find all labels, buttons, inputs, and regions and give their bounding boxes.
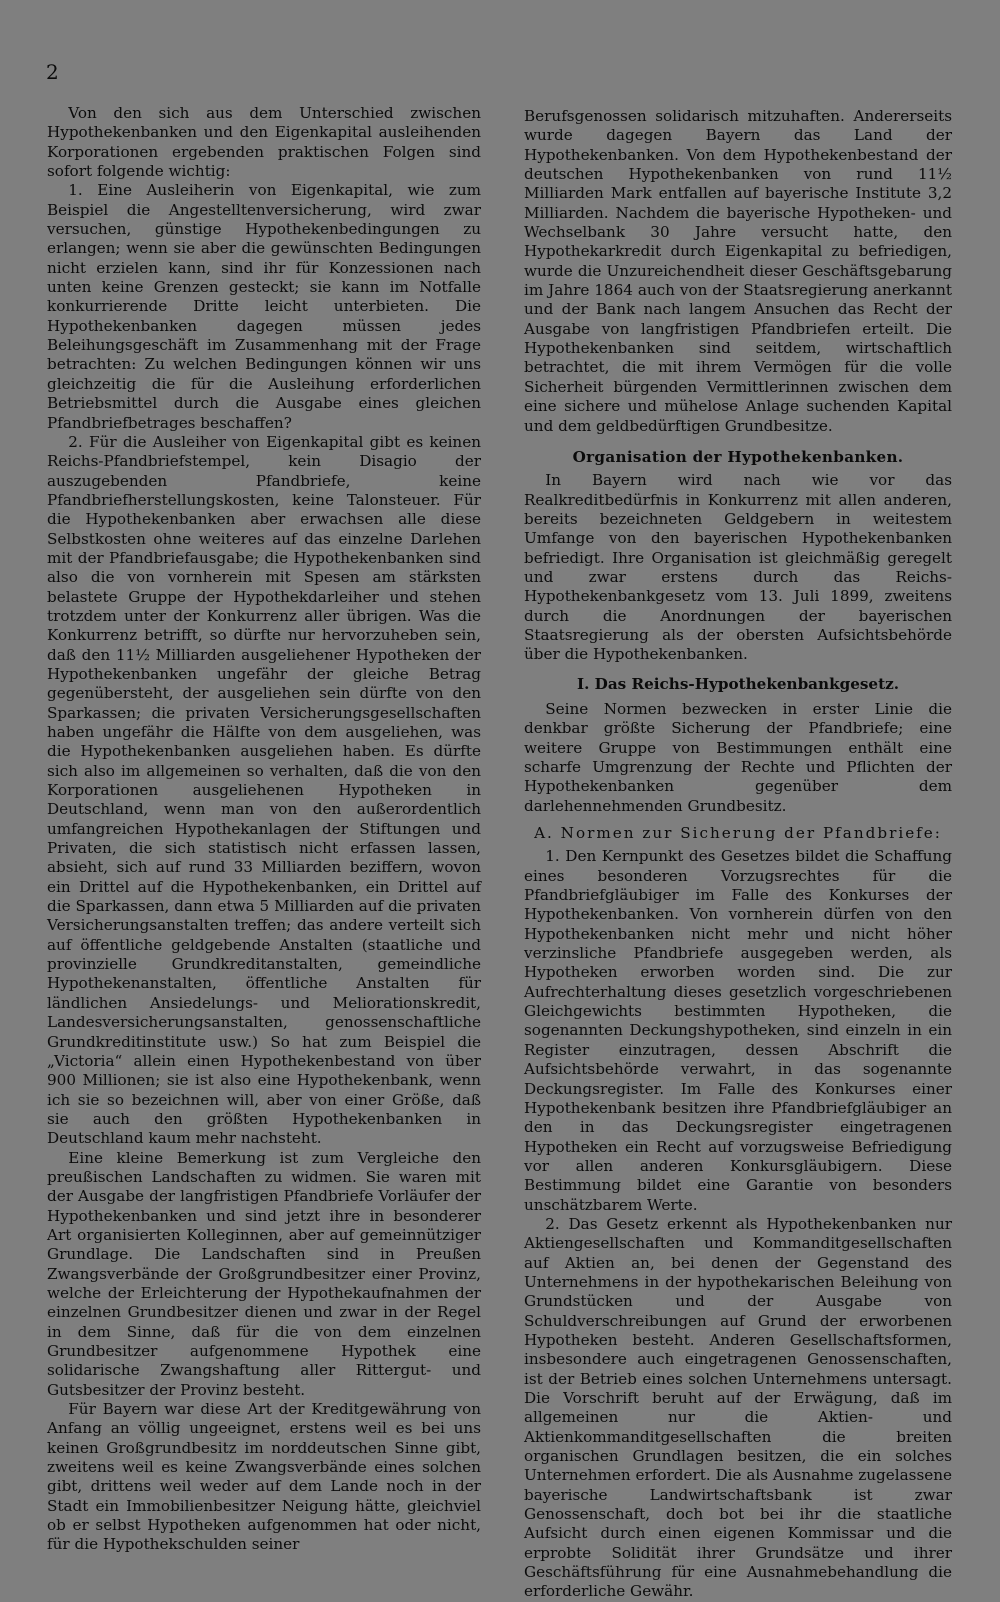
paragraph: 2. Das Gesetz erkennt als Hypothekenbanken nur Aktiengesellschaften und Kommanditgesellschaften auf Aktien an, bei denen der Gegenstand des Unternehmens in der hypothekarischen Beleihung von Grundstücken und der Ausgabe von Schuldverschreibungen auf Grund der erworbenen Hypotheken besteht. Anderen Gesellschaftsformen, insbesondere auch eingetragenen Genossenschaften, ist der Betrieb eines solchen Unternehmens untersagt. Die Vorschrift beruht auf der Erwägung, daß im allgemeinen nur die Aktien- und Aktienkommanditgesellschaften die breiten organischen Grundlagen besitzen, die ein solches Unternehmen erfordert. Die als Ausnahme zugelassene bayerische Landwirtschaftsbank ist zwar Genossenschaft, doch bot bei ihr die staatliche Aufsicht durch einen eigenen Kommissar und die erprobte Solidität ihrer Grundsätze und ihrer Geschäftsführung für eine Ausnahmebehandlung die erforderliche Gewähr. (524, 1214, 952, 1601)
paragraph: Von den sich aus dem Unterschied zwischen Hypothekenbanken und den Eigenkapital ausleihenden Korporationen ergebenden praktischen Folgen sind sofort folgende wichtig: (47, 104, 481, 181)
paragraph: Eine kleine Bemerkung ist zum Vergleiche den preußischen Landschaften zu widmen. Sie waren mit der Ausgabe der langfristigen Pfandbriefe Vorläufer der Hypothekenbanken und sind jetzt ihre in besonderer Art organisierten Kolleginnen, aber auf gemeinnütziger Grundlage. Die Landschaften sind in Preußen Zwangsverbände der Großgrundbesitzer einer Provinz, welche der Erleichterung der Hypothekaufnahmen der einzelnen Grundbesitzer dienen und zwar in der Regel in dem Sinne, daß für die von dem einzelnen Grundbesitzer aufgenommene Hypothek eine solidarische Zwangshaftung aller Rittergut- und Gutsbesitzer der Provinz besteht. (47, 1148, 481, 1399)
page-number: 2 (46, 60, 59, 84)
section-heading: Organisation der Hypothekenbanken. (572, 447, 904, 466)
paragraph: 2. Für die Ausleiher von Eigenkapital gibt es keinen Reichs-Pfandbriefstempel, kein Disagio der auszugebenden Pfandbriefe, keine Pfandbriefherstellungskosten, keine Talonsteuer. Für die Hypothekenbanken aber erwachsen alle diese Selbstkosten ohne weiteres auf das einzelne Darlehen mit der Pfandbriefausgabe; die Hypothekenbanken sind also die von vornherein mit Spesen am stärksten belastete Gruppe der Hypothekdarleiher und stehen trotzdem unter der Konkurrenz aller übrigen. Was die Konkurrenz betrifft, so dürfte nur hervorzuheben sein, daß den 11½ Milliarden ausgeliehener Hypotheken der Hypothekenbanken ungefähr der gleiche Betrag gegenübersteht, der ausgeliehen sein dürfte von den Sparkassen; die privaten Versicherungsgesellschaften haben ungefähr die Hälfte von dem ausgeliehen, was die Hypothekenbanken ausgeliehen haben. Es dürfte sich also im allgemeinen so verhalten, daß die von den Korporationen ausgeliehenen Hypotheken in Deutschland, wenn man von den außerordentlich umfangreichen Hypothekanlagen der Stiftungen und Privaten, die sich statistisch nicht erfassen lassen, absieht, sich auf rund 33 Milliarden beziffern, wovon ein Drittel auf die Hypothekenbanken, ein Drittel auf die Sparkassen, dann etwa 5 Milliarden auf die privaten Versicherungsanstalten treffen; das andere verteilt sich auf öffentliche geldgebende Anstalten (staatliche und provinzielle Grundkreditanstalten, gemeindliche Hypothekenanstalten, öffentliche Anstalten für ländlichen Ansiedelungs- und Meliorationskredit, Landesversicherungsanstalten, genossenschaftliche Grundkreditinstitute usw.) So hat zum Beispiel die „Victoria“ allein einen Hypothekenbestand von über 900 Millionen; sie ist also eine Hypothekenbank, wenn ich sie so bezeichnen will, aber von einer Größe, daß sie auch den größten Hypothekenbanken in Deutschland kaum mehr nachsteht. (47, 432, 481, 1148)
paragraph: Seine Normen bezwecken in erster Linie die denkbar größte Sicherung der Pfandbriefe; eine weitere Gruppe von Bestimmungen enthält eine scharfe Umgrenzung der Rechte und Pflichten der Hypothekenbanken gegenüber dem darlehennehmenden Grundbesitz. (524, 699, 952, 815)
paragraph: 1. Den Kernpunkt des Gesetzes bildet die Schaffung eines besonderen Vorzugsrechtes für die Pfandbriefgläubiger im Falle des Konkurses der Hypothekenbanken. Von vornherein dürfen von den Hypothekenbanken nicht mehr und nicht höher verzinsliche Pfandbriefe ausgegeben werden, als Hypotheken erworben worden sind. Die zur Aufrechterhaltung dieses gesetzlich vorgeschriebenen Gleichgewichts bestimmten Hypotheken, die sogenannten Deckungshypotheken, sind einzeln in ein Register einzutragen, dessen Abschrift die Aufsichtsbehörde verwahrt, in das sogenannte Deckungsregister. Im Falle des Konkurses einer Hypothekenbank besitzen ihre Pfandbriefgläubiger an den in das Deckungsregister eingetragenen Hypotheken ein Recht auf vorzugsweise Befriedigung vor allen anderen Konkursgläubigern. Diese Bestimmung bildet eine Garantie von besonders unschätzbarem Werte. (524, 847, 952, 1214)
paragraph: Für Bayern war diese Art der Kreditgewährung von Anfang an völlig ungeeignet, erstens weil es bei uns keinen Großgrundbesitz im norddeutschen Sinne gibt, zweitens weil es keine Zwangsverbände eines solchen gibt, drittens weil weder auf dem Lande noch in der Stadt ein Immobilienbesitzer Neigung hätte, gleichviel ob er selbst Hypotheken aufgenommen hat oder nicht, für die Hypothekschulden seiner (47, 1400, 481, 1554)
paragraph: Berufsgenossen solidarisch mitzuhaften. Andererseits wurde dagegen Bayern das Land der Hypothekenbanken. Von dem Hypothekenbestand der deutschen Hypothekenbanken von rund 11½ Milliarden Mark entfallen auf bayerische Institute 3,2 Milliarden. Nachdem die bayerische Hypotheken- und Wechselbank 30 Jahre versucht hatte, den Hypothekarkredit durch Eigenkapital zu befriedigen, wurde die Unzureichendheit dieser Geschäftsgebarung im Jahre 1864 auch von der Staatsregierung anerkannt und der Bank nach langem Ansuchen das Recht der Ausgabe von langfristigen Pfandbriefen erteilt. Die Hypothekenbanken sind seitdem, wirtschaftlich betrachtet, die mit ihrem Vermögen für die volle Sicherheit bürgenden Vermittlerinnen zwischen dem eine sichere und mühelose Anlage suchenden Kapital und dem geldbedürftigen Grundbesitze. (524, 107, 952, 435)
paragraph: In Bayern wird nach wie vor das Realkreditbedürfnis in Konkurrenz mit allen anderen, bereits bezeichneten Geldgebern in weitestem Umfange von den bayerischen Hypothekenbanken befriedigt. Ihre Organisation ist gleichmäßig geregelt und zwar erstens durch das Reichs-Hypothekenbankgesetz vom 13. Juli 1899, zweitens durch die Anordnungen der bayerischen Staatsregierung als der obersten Aufsichtsbehörde über die Hypothekenbanken. (524, 471, 952, 664)
subsubsection-heading: A. Normen zur Sicherung der Pfandbriefe: (534, 824, 942, 843)
subsection-heading: I. Das Reichs-Hypothekenbankgesetz. (576, 674, 900, 693)
right-column (524, 107, 952, 1602)
paragraph: 1. Eine Ausleiherin von Eigenkapital, wie zum Beispiel die Angestelltenversicherung, wird zwar versuchen, günstige Hypothekenbedingungen zu erlangen; wenn sie aber die gewünschten Bedingungen nicht erzielen kann, sind ihr für Konzessionen nach unten keine Grenzen gesteckt; sie kann im Notfalle konkurrierende Dritte leicht unterbieten. Die Hypothekenbanken dagegen müssen jedes Beleihungsgeschäft im Zusammenhang mit der Frage betrachten: Zu welchen Bedingungen können wir uns gleichzeitig die für die Ausleihung erforderlichen Betriebsmittel durch die Ausgabe eines gleichen Pfandbriefbetrages beschaffen? (47, 181, 481, 432)
left-column (47, 104, 481, 1555)
